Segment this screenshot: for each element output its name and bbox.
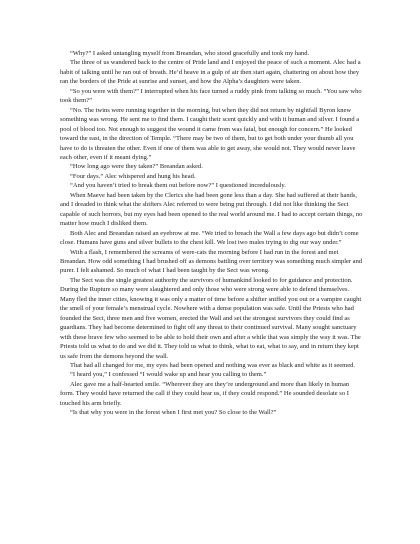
paragraph: “So you were with them?” I interrupted when his face turned a ruddy pink from talking so much. “You saw who took them?”: [60, 87, 362, 105]
body-text: [60, 49, 364, 418]
paragraph: “Why?” I asked untangling myself from Breandan, who stood gracefully and took my hand.: [70, 50, 310, 57]
paragraph: “And you haven’t tried to break them out before now?” I questioned incredulously.: [70, 182, 286, 190]
paragraph: The Sect was the single greatest authority the survivors of humankind looked to for guidance and protection. During the Rupture so many were slaughtered and only those who were strong were able to defend themselves. Many fled the inner cities, knowing it was only a matter of time before a shifter sniffed you out or a vampire caught the smell of your female’s menstrual cycle. Nowhere with a dense population was safe. Until the Priests who had founded the Sect, three men and five women, erected the Wall and set the strongest survivors they could find as guardians. They had become determined to fight off any threat to their continued survival. Many sought sanctuary with these brave few who seemed to be able to hold their own and after a while that was simply the way it was. The Priests told us what to do and we did it. They told us what to think, what to eat, what to say, and in return they kept us safe from the demons beyond the wall.: [60, 276, 362, 360]
paragraph: “I heard you,” I confessed “I would wake up and hear you calling to them.”: [70, 371, 267, 379]
paragraph: When Maeve had been taken by the Clerics she had been gone less than a day. She had suffered at their hands, and I dreaded to think what the shifters Alec referred to were being put through. I did not like thinking the Sect capable of such horrors, but my eyes had been opened to the real world around me. I had to accept certain things, no matter how much I disliked them.: [60, 191, 363, 228]
paragraph: That had all changed for me, my eyes had been opened and nothing was ever as black and white as it seemed.: [70, 361, 355, 369]
paragraph: “No. The twins were running together in the morning, but when they did not return by nightfall Byron knew something was wrong. He sent me to find them. I caught their scent quickly and with it human and silver. I found a pool of blood too. Not enough to suggest the wound it came from was fatal, but enough for concern.” He looked toward the east, in the direction of Temple. “There may be two of them, but to get both under your thumb all you have to do is threaten the other. Even if one of them was able to get away, she would not. They would never leave each other, even if it meant dying.”: [60, 106, 360, 161]
paragraph: Alec gave me a half-hearted smile. “Wherever they are they’re underground and more than likely in human form. They would have returned the call if they could hear us, if they could respond.” He sounded desolate so I touched his arm briefly.: [60, 380, 350, 407]
paragraph: Both Alec and Breandan raised an eyebrow at me. “We tried to breach the Wall a few days ago but didn’t come close. Humans have guns and silver bullets to the chest kill. We lost two males trying to dig our way under.”: [60, 229, 359, 247]
paragraph: “Four days.” Alec whispered and hung his head.: [70, 172, 196, 180]
paragraph: “Is that why you were in the forest when I first met you? So close to the Wall?”: [70, 409, 277, 417]
paragraph: “How long ago were they taken?” Breandan asked.: [70, 163, 203, 171]
paragraph: With a flash, I remembered the screams of were-cats the morning before I had run in the forest and met Breandan. How odd something I had brushed off as demons battling over territory was something much simpler and purer. I felt ashamed. So much of what I had been taught by the Sect was wrong.: [60, 248, 363, 275]
paragraph: The three of us wandered back to the centre of Pride land and I enjoyed the peace of such a moment. Alec had a habit of talking until he ran out of breath. He’d heave in a gulp of air then start again, chattering on about how they ran the borders of the Pride at sunrise and sunset, and how the Alpha’s daughters were taken.: [60, 59, 361, 86]
